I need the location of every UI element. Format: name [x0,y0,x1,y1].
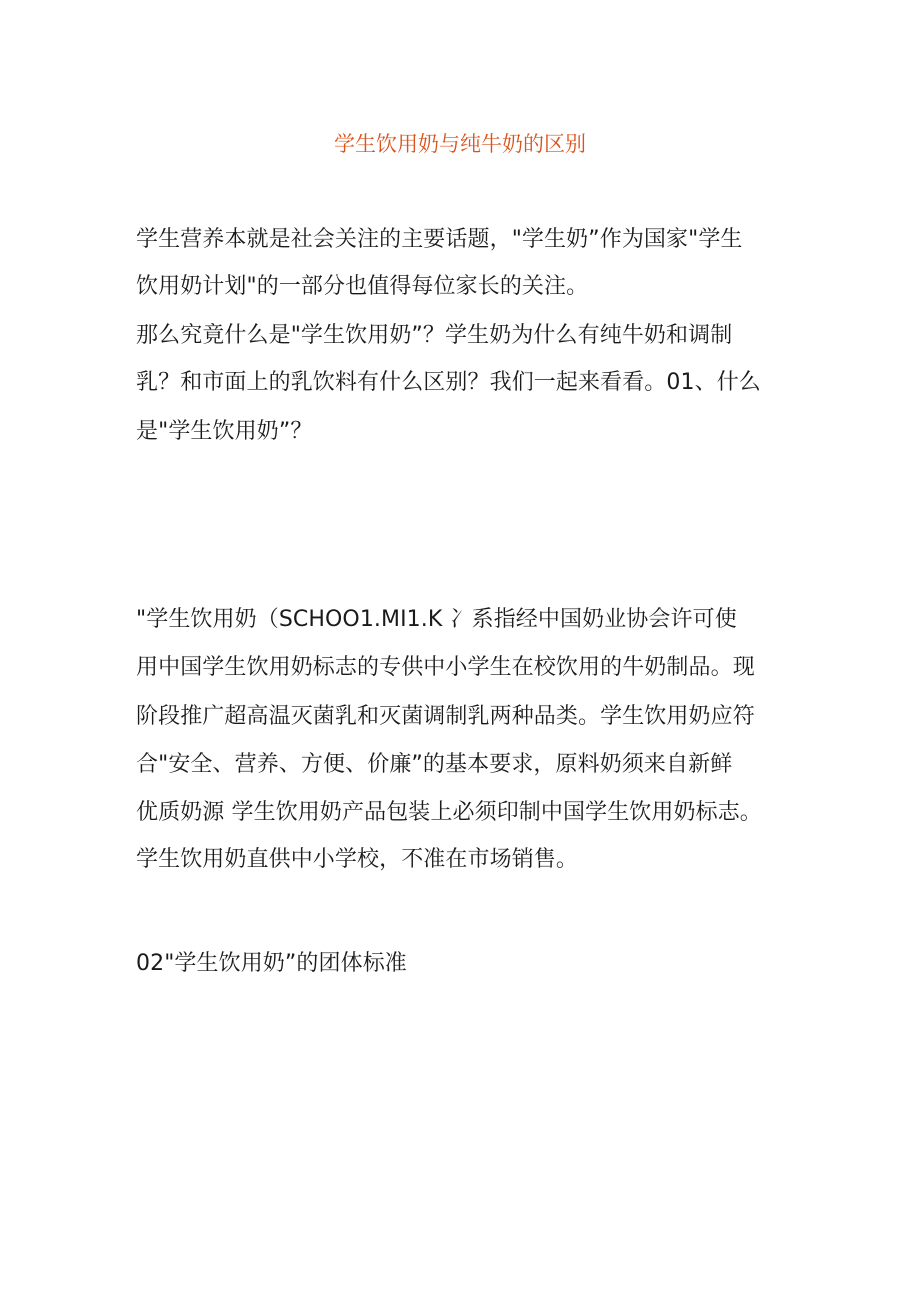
paragraph-line: 学生营养本就是社会关注的主要话题，"学生奶”作为国家"学生 [136,227,743,252]
paragraph-line: 学生饮用奶直供中小学校，不准在市场销售。 [136,847,579,872]
paragraph-line: 合"安全、营养、方便、价廉”的基本要求，原料奶须来自新鲜 [136,752,733,777]
paragraph-line: 饮用奶计划"的一部分也值得每位家长的关注。 [136,274,589,299]
paragraph-line: 是"学生饮用奶”？ [136,419,313,444]
paragraph-line: 乳？和市面上的乳饮料有什么区别？我们一起来看看。01、什么 [136,370,761,395]
paragraph-line: 那么究竟什么是"学生饮用奶”？学生奶为什么有纯牛奶和调制 [136,323,733,348]
paragraph-line: "学生饮用奶（SCHOO1.MI1.K 冫系指经中国奶业协会许可使 [136,607,737,632]
paragraph-line: 用中国学生饮用奶标志的专供中小学生在校饮用的牛奶制品。现 [136,655,755,680]
paragraph-line: 阶段推广超高温灭菌乳和灭菌调制乳两种品类。学生饮用奶应符 [136,704,755,729]
paragraph-line: 优质奶源 学生饮用奶产品包装上必须印制中国学生饮用奶标志。 [136,800,762,825]
section-heading: 02"学生饮用奶”的团体标准 [136,951,407,976]
document-title: 学生饮用奶与纯牛奶的区别 [334,132,586,156]
